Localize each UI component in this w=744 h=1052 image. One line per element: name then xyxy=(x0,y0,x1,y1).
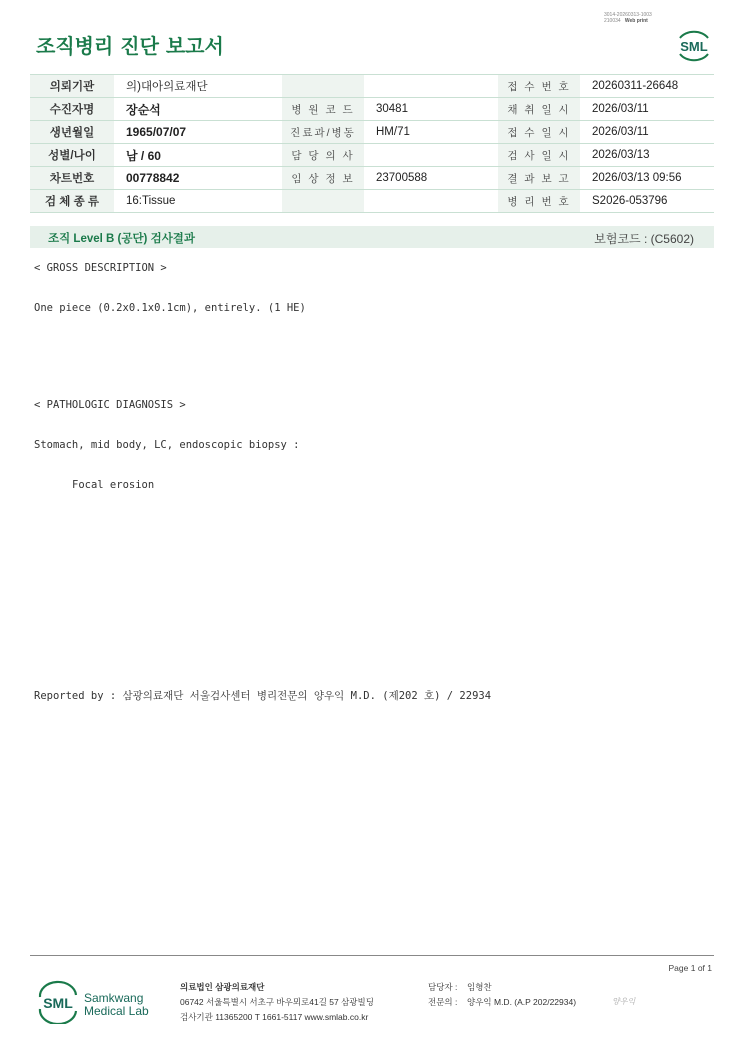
info-value-v2 xyxy=(364,190,498,213)
info-value-v2 xyxy=(364,75,498,98)
specialist-label: 전문의 : xyxy=(428,997,458,1007)
brand-name-line2: Medical Lab xyxy=(84,1004,149,1018)
org-contact: 검사기관 11365200 T 1661-5117 www.smlab.co.kr xyxy=(180,1012,369,1022)
info-value-v1: 1965/07/07 xyxy=(114,121,282,144)
print-code-line2: 210034 xyxy=(604,18,621,24)
page-number: Page 1 of 1 xyxy=(668,963,712,973)
info-label-l2: 임 상 정 보 xyxy=(282,167,364,190)
info-value-v3: 2026/03/13 xyxy=(580,144,714,167)
report-title: 조직병리 진단 보고서 xyxy=(36,34,224,58)
info-label-l3: 접 수 번 호 xyxy=(498,75,580,98)
manager-name: 임형찬 xyxy=(467,982,492,992)
brand-name-line1: Samkwang xyxy=(84,991,144,1005)
info-label-l1: 수진자명 xyxy=(30,98,114,121)
info-label-l2 xyxy=(282,75,364,98)
info-label-l3: 결 과 보 고 xyxy=(498,167,580,190)
info-value-v2: HM/71 xyxy=(364,121,498,144)
info-value-v1: 남 / 60 xyxy=(114,144,282,167)
sml-logo-icon xyxy=(674,26,714,64)
info-value-v1: 16:Tissue xyxy=(114,190,282,213)
manager-label: 담당자 : xyxy=(428,982,458,992)
info-value-v2: 23700588 xyxy=(364,167,498,190)
info-row xyxy=(30,144,714,167)
info-row xyxy=(30,98,714,121)
info-label-l2: 병 원 코 드 xyxy=(282,98,364,121)
info-value-v3: 2026/03/13 09:56 xyxy=(580,167,714,190)
info-row xyxy=(30,121,714,144)
info-value-v1: 00778842 xyxy=(114,167,282,190)
web-print-label: Web print xyxy=(624,18,648,24)
info-value-v2 xyxy=(364,144,498,167)
signature: 양우익 xyxy=(612,997,636,1006)
info-value-v3: 2026/03/11 xyxy=(580,121,714,144)
info-value-v3: 2026/03/11 xyxy=(580,98,714,121)
org-address: 06742 서울특별시 서초구 바우뫼로41길 57 삼광빌딩 xyxy=(180,997,374,1007)
diagnosis-heading: < PATHOLOGIC DIAGNOSIS > xyxy=(34,399,186,411)
info-label-l2: 담 당 의 사 xyxy=(282,144,364,167)
footer-sml-logo-icon xyxy=(36,980,80,1024)
result-header-bar xyxy=(30,226,714,248)
info-row xyxy=(30,167,714,190)
patient-info-table xyxy=(30,74,714,213)
info-value-v3: S2026-053796 xyxy=(580,190,714,213)
insurance-code: 보험코드 : (C5602) xyxy=(594,232,694,246)
gross-text: One piece (0.2x0.1x0.1cm), entirely. (1 HE) xyxy=(34,302,306,314)
reported-by: Reported by : 삼광의료재단 서울검사센터 병리전문의 양우익 M.D. (제202 호) / 22934 xyxy=(34,690,492,702)
info-label-l1: 검 체 종 류 xyxy=(30,190,114,213)
print-code-line1: 3014-20260313-1003 xyxy=(604,12,652,18)
org-name: 의료법인 삼광의료재단 xyxy=(180,982,265,992)
specialist-name: 양우익 M.D. (A.P 202/22934) xyxy=(467,997,577,1007)
info-label-l1: 의뢰기관 xyxy=(30,75,114,98)
info-label-l3: 병 리 번 호 xyxy=(498,190,580,213)
info-label-l3: 채 취 일 시 xyxy=(498,98,580,121)
info-label-l3: 접 수 일 시 xyxy=(498,121,580,144)
diagnosis-finding: Focal erosion xyxy=(72,479,155,491)
test-name: 조직 Level B (공단) 검사결과 xyxy=(48,233,196,245)
svg-text:SML: SML xyxy=(680,39,708,54)
info-label-l1: 생년월일 xyxy=(30,121,114,144)
info-value-v1: 의)대아의료재단 xyxy=(114,75,282,98)
footer-divider xyxy=(30,955,714,956)
info-label-l2 xyxy=(282,190,364,213)
info-value-v3: 20260311-26648 xyxy=(580,75,714,98)
info-label-l1: 성별/나이 xyxy=(30,144,114,167)
gross-heading: < GROSS DESCRIPTION > xyxy=(34,262,167,274)
print-code xyxy=(604,12,652,24)
info-value-v1: 장순석 xyxy=(114,98,282,121)
info-label-l1: 차트번호 xyxy=(30,167,114,190)
info-row xyxy=(30,75,714,98)
info-value-v2: 30481 xyxy=(364,98,498,121)
info-label-l3: 검 사 일 시 xyxy=(498,144,580,167)
info-label-l2: 진료과/병동 xyxy=(282,121,364,144)
info-row xyxy=(30,190,714,213)
svg-text:SML: SML xyxy=(43,995,73,1011)
diagnosis-site: Stomach, mid body, LC, endoscopic biopsy : xyxy=(34,439,300,451)
